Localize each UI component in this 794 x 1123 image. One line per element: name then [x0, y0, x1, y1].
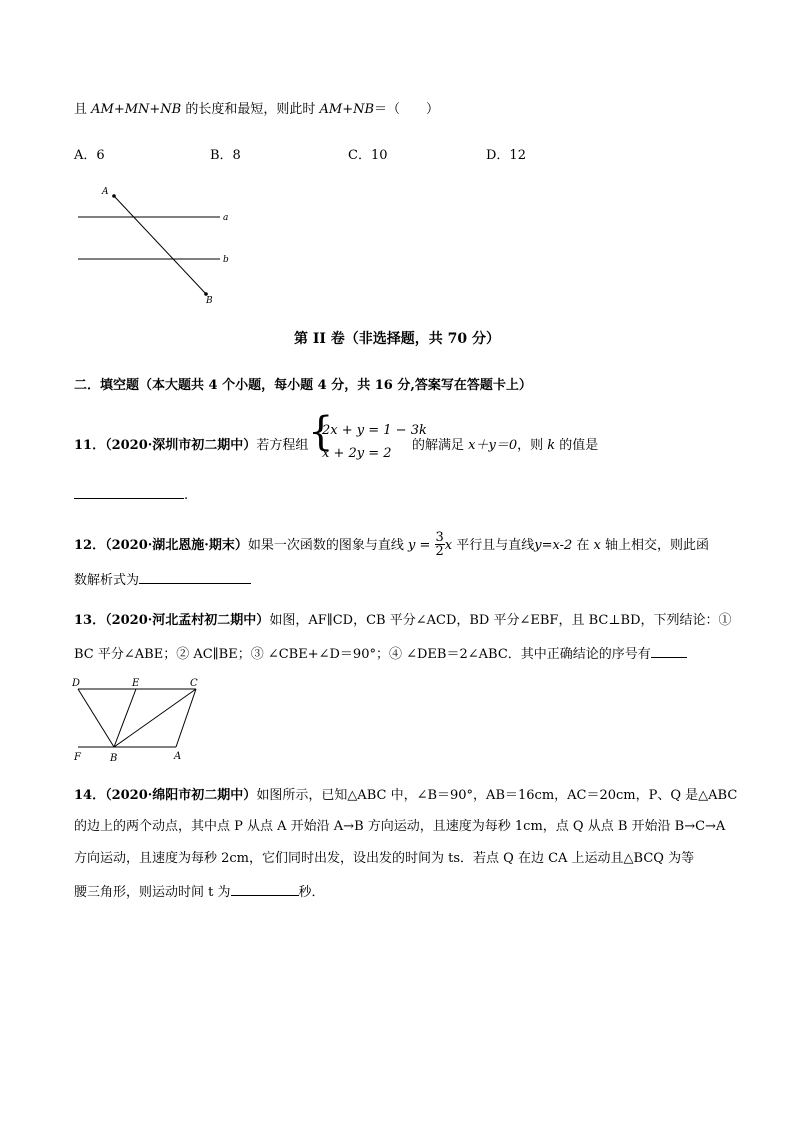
q14-answer-blank[interactable]: [231, 881, 299, 896]
q14-text-4b: 秒．: [298, 885, 325, 900]
point-a: [112, 194, 116, 198]
q13-figure: [68, 677, 218, 767]
label-E: E: [132, 678, 140, 689]
label-A: A: [174, 751, 182, 762]
q14-number: 14．: [74, 788, 106, 803]
segment-eb: [114, 689, 136, 747]
q10-option-a: A．6: [74, 148, 105, 163]
q12-fraction: [435, 531, 445, 558]
q11-tail-1: 的解满足: [412, 438, 469, 453]
label-line-b: b: [223, 255, 229, 265]
q10-option-c: C．10: [348, 148, 388, 163]
q13-number: 13．: [74, 613, 106, 628]
q13-text-1: 如图，AF∥CD，CB 平分∠ACD，BD 平分∠EBF，且 BC⊥BD，下列结论：①: [269, 613, 732, 628]
label-B: B: [110, 753, 118, 764]
q11-tail-2: ，则: [517, 438, 548, 453]
q11-number: 11．: [74, 438, 106, 453]
q12-text-2: 平行且与直线: [452, 538, 535, 553]
q13-answer-blank[interactable]: [651, 643, 687, 658]
label-B: B: [206, 296, 213, 306]
q10-stem: [74, 101, 439, 119]
q13-line-2: [74, 643, 687, 664]
q14-line-1: [74, 787, 737, 805]
q10-expr-answer: AM+NB: [319, 102, 375, 117]
q12-frac-den: 2: [435, 544, 444, 559]
q11-answer-blank[interactable]: [74, 484, 184, 499]
q12-x: x: [444, 538, 453, 553]
q11-k: k: [547, 438, 556, 453]
q11-tail-3: 的值是: [555, 438, 599, 453]
q12-line-eq: y=x-2: [534, 538, 573, 553]
q11-eq2: x + 2y = 2: [322, 446, 392, 461]
q12-number: 12．: [74, 538, 106, 553]
q11-lead: 若方程组: [256, 438, 309, 453]
q10-option-d: D．12: [486, 148, 526, 163]
q11-end: .: [184, 488, 189, 503]
q12-y: y: [407, 538, 416, 553]
segment-db: [78, 689, 114, 747]
q10-stem-text-2: 的长度和最短，则此时: [181, 102, 320, 117]
q11-answer-line: [74, 484, 188, 505]
q14-text-1: 如图所示，已知△ABC 中，∠B＝90°，AB＝16cm，AC＝20cm，P、Q 是△ABC: [256, 788, 738, 803]
q11-condition: x＋y＝0: [468, 438, 518, 453]
segment-ca: [176, 689, 196, 747]
q11-line: [74, 437, 308, 455]
q12-answer-blank[interactable]: [139, 569, 251, 584]
q12-text-5: 数解析式为: [74, 573, 140, 588]
q11-brace: {: [308, 409, 334, 455]
segment-ab: [114, 196, 206, 294]
section-title: 第 II 卷（非选择题，共 70 分）: [293, 331, 501, 347]
q14-line-3: 方向运动，且速度为每秒 2cm，它们同时出发，设出发的时间为 ts．若点 Q 在边 CA 上运动且△BCQ 为等: [74, 851, 695, 866]
label-D: D: [72, 678, 81, 689]
q11-tail: [412, 437, 598, 455]
q12-text-3: 在: [572, 538, 594, 553]
q12-source: （2020·湖北恩施·期末）: [105, 538, 248, 553]
q12-equals: =: [415, 538, 435, 553]
label-F: F: [74, 752, 81, 763]
q10-stem-text-1: 且: [74, 102, 92, 117]
section-heading: 二．填空题（本大题共 4 个小题，每小题 4 分，共 16 分,答案写在答题卡上）: [74, 378, 532, 393]
label-A: A: [102, 187, 109, 197]
q11-eq1: 2x + y = 1 − 3k: [322, 423, 427, 438]
q11-source: （2020·深圳市初二期中）: [105, 438, 257, 453]
q11-system: [308, 409, 427, 468]
q12-text-4: 轴上相交，则此函: [600, 538, 710, 553]
segment-cb: [114, 689, 196, 747]
q12-x-axis: x: [593, 538, 601, 553]
q12-line-1: [74, 532, 709, 559]
q10-expr-sum: AM+MN+NB: [91, 102, 182, 117]
label-C: C: [190, 678, 198, 689]
q14-text-4a: 腰三角形，则运动时间 t 为: [74, 885, 231, 900]
q12-line-2: [74, 569, 251, 590]
q12-text-1: 如果一次函数的图象与直线: [247, 538, 408, 553]
q10-figure: [70, 182, 245, 307]
q10-option-b: B．8: [210, 148, 241, 163]
q14-source: （2020·绵阳市初二期中）: [105, 788, 257, 803]
q10-stem-text-3: ＝（ ）: [374, 102, 440, 117]
q13-text-2: BC 平分∠ABE；② AC∥BE；③ ∠CBE+∠D＝90°；④ ∠DEB＝2∠ABC．其中正确结论的序号有: [74, 647, 651, 662]
label-line-a: a: [223, 213, 229, 223]
q14-line-4: [74, 881, 325, 902]
q13-line-1: [74, 612, 732, 630]
q14-line-2: 的边上的两个动点，其中点 P 从点 A 开始沿 A→B 方向运动，且速度为每秒 1cm，点 Q 从点 B 开始沿 B→C→A: [74, 819, 726, 834]
q12-frac-num: 3: [435, 530, 444, 545]
q13-source: （2020·河北孟村初二期中）: [105, 613, 270, 628]
